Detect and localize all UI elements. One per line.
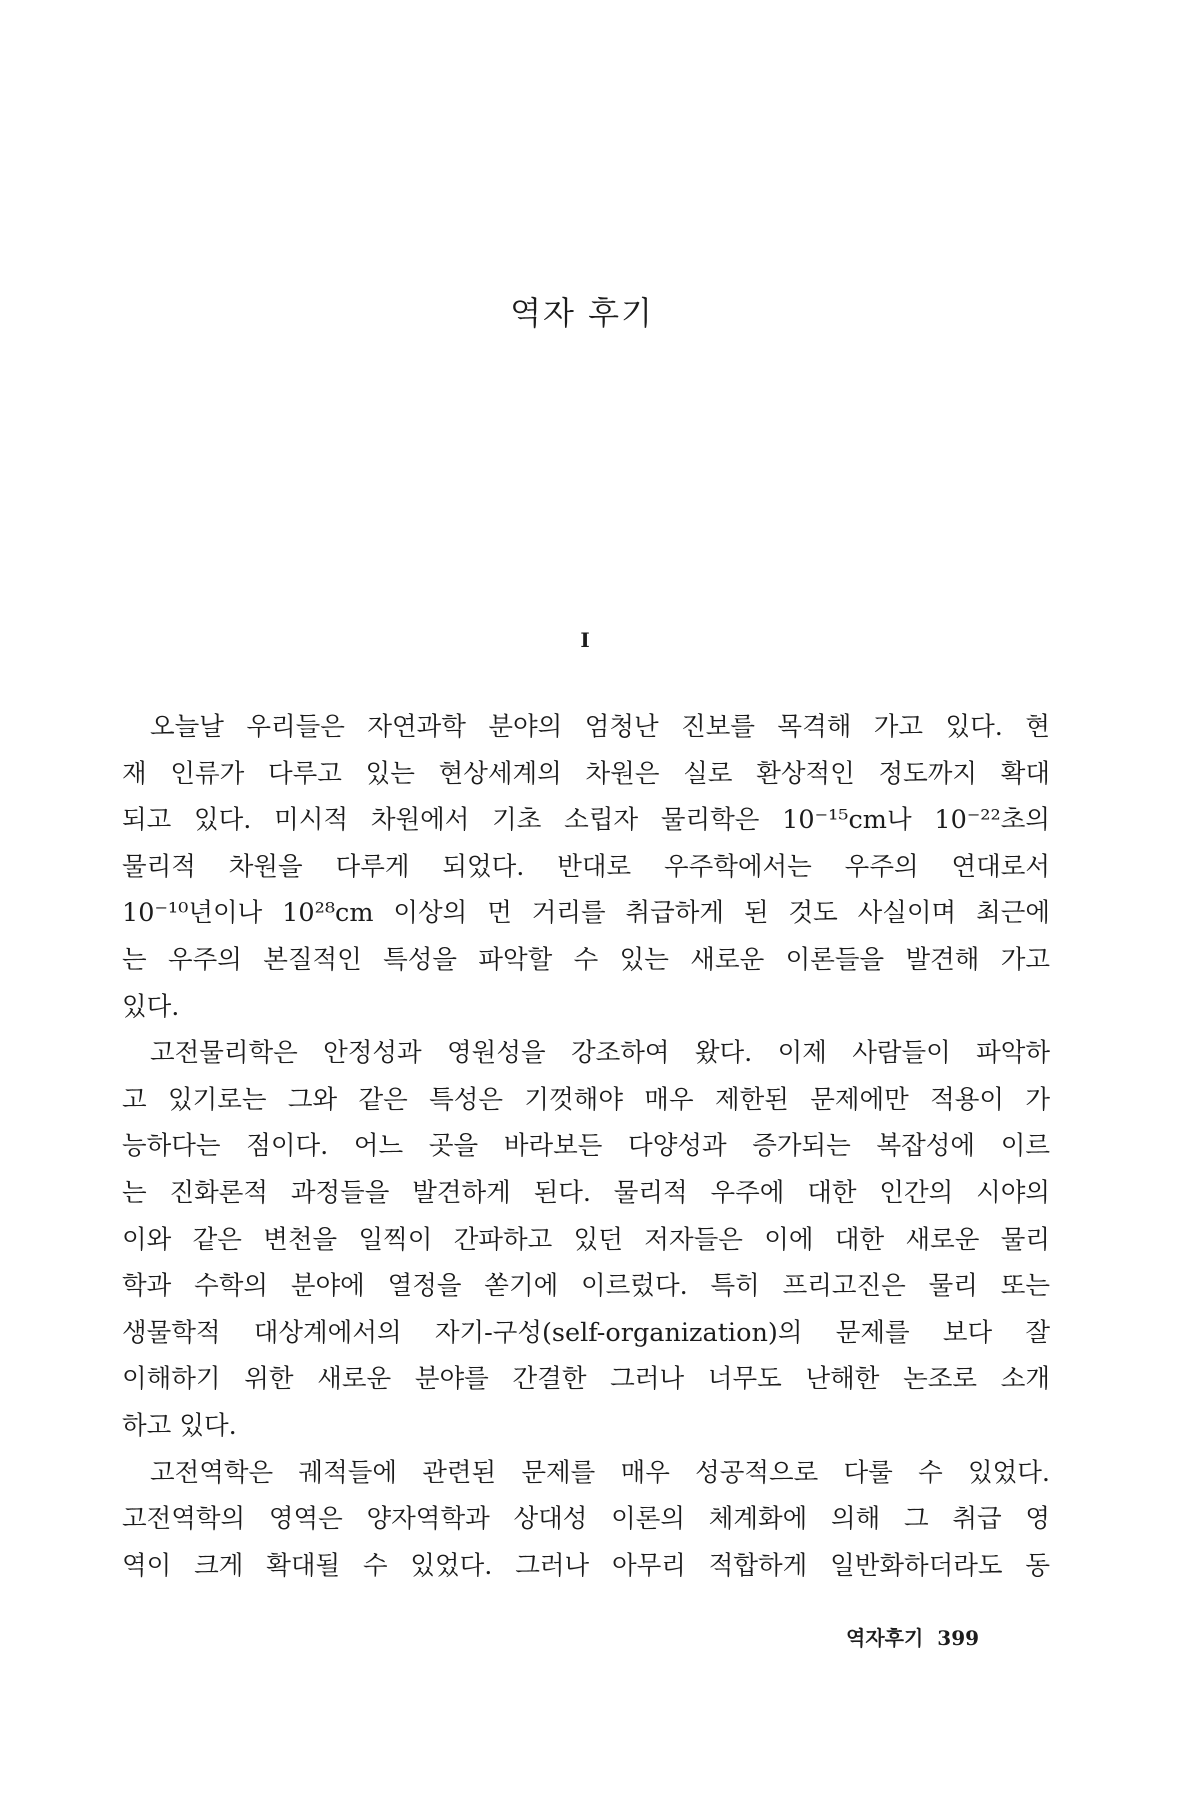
text-line: 10⁻¹⁰년이나 10²⁸cm 이상의 먼 거리를 취급하게 된 것도 사실이며 최근에	[122, 898, 1050, 929]
text-line: 오늘날 우리들은 자연과학 분야의 엄청난 진보를 목격해 가고 있다. 현	[150, 712, 1050, 742]
text-line: 고전물리학은 안정성과 영원성을 강조하여 왔다. 이제 사람들이 파악하	[150, 1038, 1050, 1069]
text-line: 있다.	[122, 991, 180, 1022]
text-line: 학과 수학의 분야에 열정을 쏟기에 이르렀다. 특히 프리고진은 물리 또는	[122, 1271, 1050, 1302]
text-line: 는 우주의 본질적인 특성을 파악할 수 있는 새로운 이론들을 발견해 가고	[122, 944, 1050, 975]
text-line: 고전역학은 궤적들에 관련된 문제를 매우 성공적으로 다룰 수 있었다.	[150, 1457, 1050, 1488]
page-title: 역자 후기	[510, 294, 654, 332]
text-line: 역이 크게 확대될 수 있었다. 그러나 아무리 적합하게 일반화하더라도 동	[122, 1550, 1050, 1581]
text-line: 하고 있다.	[122, 1410, 237, 1441]
running-head: 역자후기	[846, 1626, 924, 1650]
text-line: 는 진화론적 과정들을 발견하게 된다. 물리적 우주에 대한 인간의 시야의	[122, 1177, 1050, 1208]
text-line: 생물학적 대상계에서의 자기-구성(self-organization)의 문제를 보다 잘	[122, 1317, 1050, 1348]
text-line: 재 인류가 다루고 있는 현상세계의 차원은 실로 환상적인 정도까지 확대	[122, 758, 1050, 789]
body-text	[122, 704, 1050, 1589]
text-line: 이와 같은 변천을 일찍이 간파하고 있던 저자들은 이에 대한 새로운 물리	[122, 1224, 1050, 1255]
section-number: I	[580, 628, 590, 652]
text-line: 능하다는 점이다. 어느 곳을 바라보든 다양성과 증가되는 복잡성에 이르	[122, 1131, 1050, 1162]
page-number: 399	[937, 1626, 980, 1650]
text-line: 고전역학의 영역은 양자역학과 상대성 이론의 체계화에 의해 그 취급 영	[122, 1504, 1050, 1535]
text-line: 고 있기로는 그와 같은 특성은 기껏해야 매우 제한된 문제에만 적용이 가	[122, 1084, 1050, 1115]
page-footer	[846, 1622, 979, 1651]
text-line: 되고 있다. 미시적 차원에서 기초 소립자 물리학은 10⁻¹⁵cm나 10⁻²²초의	[122, 805, 1050, 836]
text-line: 물리적 차원을 다루게 되었다. 반대로 우주학에서는 우주의 연대로서	[122, 851, 1050, 882]
text-line: 이해하기 위한 새로운 분야를 간결한 그러나 너무도 난해한 논조로 소개	[122, 1364, 1050, 1395]
